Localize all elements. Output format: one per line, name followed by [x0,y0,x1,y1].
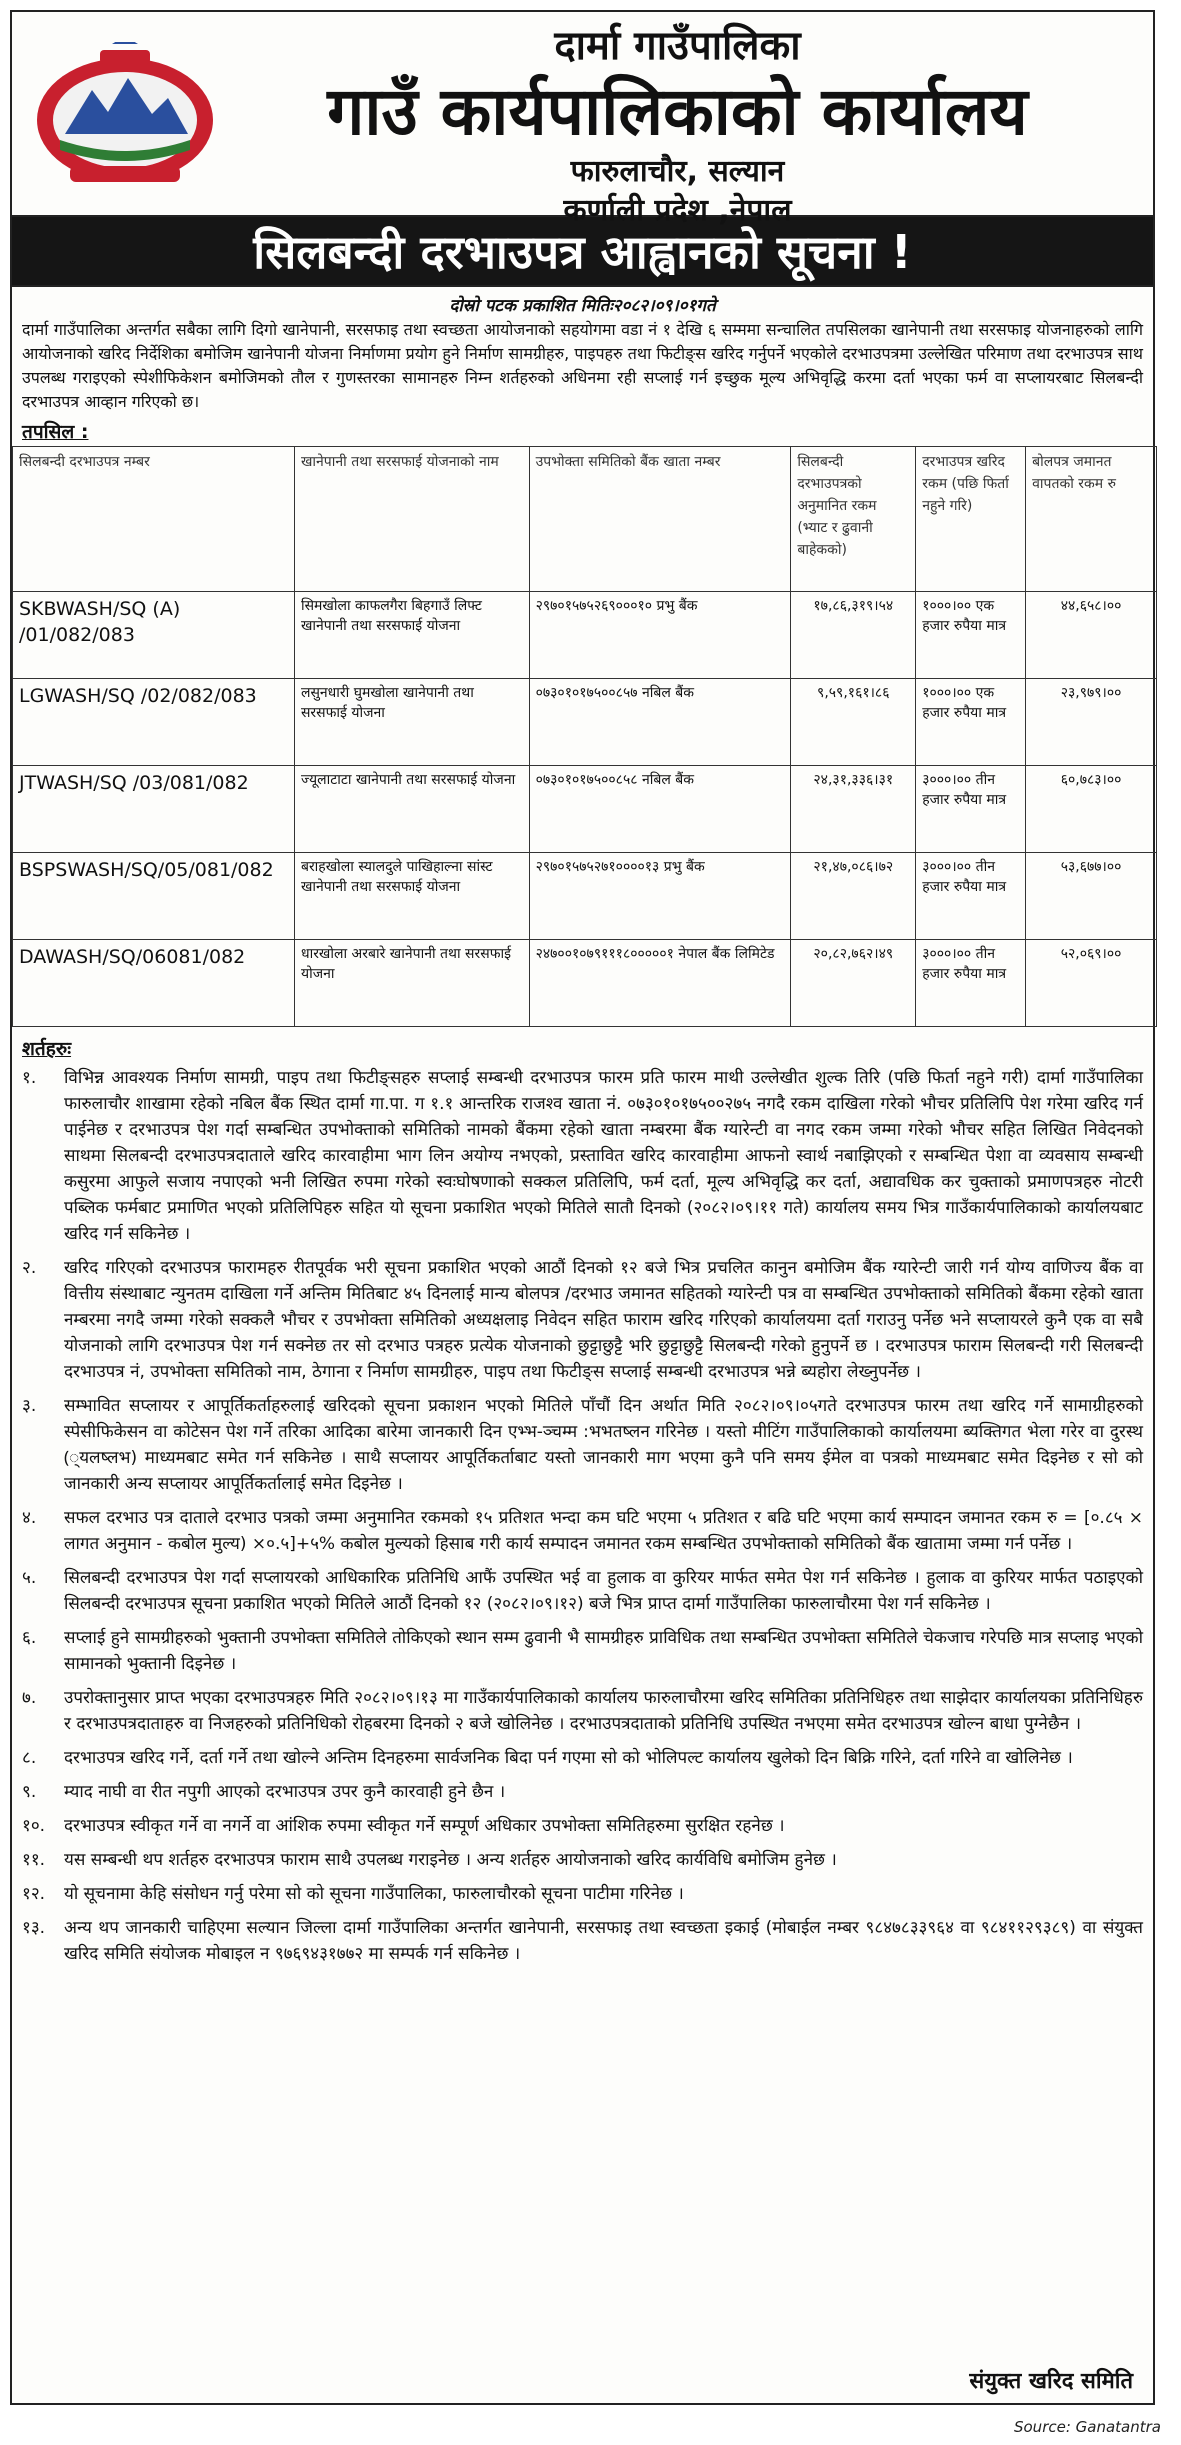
municipality-name: दार्मा गाउँपालिका [554,23,801,69]
condition-item [22,1065,1143,1247]
col-header-fee: दरभाउपत्र खरिद रकम (पछि फिर्ता नहुने गरि) [916,447,1026,592]
table-row [13,679,1157,766]
condition-number: १२. [22,1884,46,1904]
condition-text: दरभाउपत्र स्वीकृत गर्ने वा नगर्ने वा आंशिक रुपमा स्वीकृत गर्ने सम्पूर्ण अधिकार उपभोक्ता समितिहरुमा सुरक्षित रहनेछ । [64,1816,785,1836]
tender-ref: JTWASH/SQ /03/081/082 [13,766,295,853]
form-fee: ३०००।०० तीन हजार रुपैया मात्र [916,940,1026,1027]
estimate-amount: २४,३१,३३६।३१ [791,766,916,853]
form-fee: १०००।०० एक हजार रुपैया मात्र [916,679,1026,766]
form-fee: ३०००।०० तीन हजार रुपैया मात्र [916,853,1026,940]
condition-text: सिलबन्दी दरभाउपत्र पेश गर्दा सप्लायरको आधिकारिक प्रतिनिधि आफैं उपस्थित भई वा हुलाक वा कुरियर मार्फत समेत पेश गर्न सकिनेछ । हुलाक वा कुरियर मार्फत पठाइएको सिलबन्दी दरभाउपत्र सूचना प्रकाशित भएको मितिले आठौं दिनको १२ (२०८२।०९।१२) बजे भित्र प्राप्त दार्मा गाउँपालिका फारुलाचौरमा पेश गर्न सकिनेछ । [64,1568,1143,1614]
condition-number: ९. [22,1782,37,1802]
scheme-name: बराहखोला स्यालदुले पाखिहाल्ना सांस्ट खानेपानी तथा सरसफाई योजना [294,853,529,940]
condition-text: सफल दरभाउ पत्र दाताले दरभाउ पत्रको जम्मा अनुमानित रकमको १५ प्रतिशत भन्दा कम घटि भएमा ५ प्रतिशत र बढि घटि भएमा कार्य सम्पादन जमानत रकम रु = [०.८५ × लागत अनुमान - कबोल मुल्य) ×०.५]+५% कबोल मुल्यको हिसाब गरी कार्य सम्पादन जमानत रकम सम्बन्धित उपभोक्ताको समितिको बैंक खातामा जम्मा गर्न पर्नेछ । [64,1508,1143,1554]
bid-security: ४४,६५८।०० [1026,592,1157,679]
condition-item [22,1685,1143,1737]
condition-item [22,1255,1143,1385]
condition-text: सप्लाई हुने सामग्रीहरुको भुक्तानी उपभोक्ता समितिले तोकिएको स्थान सम्म ढुवानी भै सामग्रीहरु प्राविधिक तथा सम्बन्धित उपभोक्ता समितिले चेकजाच गरेपछि मात्र सप्लाइ भएको सामानको भुक्तानी दिइनेछ । [64,1628,1143,1674]
estimate-amount: २०,८२,७६२।४९ [791,940,916,1027]
condition-item [22,1393,1143,1497]
table-row [13,940,1157,1027]
condition-text: यस सम्बन्धी थप शर्तहरु दरभाउपत्र फाराम साथै उपलब्ध गराइनेछ । अन्य शर्तहरु आयोजनाको खरिद कार्यविधि बमोजिम हुनेछ । [64,1850,837,1870]
col-header-estimate: सिलबन्दी दरभाउपत्रको अनुमानित रकम (भ्याट र ढुवानी बाहेकको) [791,447,916,592]
condition-text: अन्य थप जानकारी चाहिएमा सल्यान जिल्ला दार्मा गाउँपालिका अन्तर्गत खानेपानी, सरसफाइ तथा स्वच्छता इकाई (मोबाईल नम्बर ९८४७८३३९६४ वा ९८४११२९३८९) वा संयुक्त खरिद समिति संयोजक मोबाइल न ९७६९४३१७७२ मा सम्पर्क गर्न सकिनेछ । [64,1918,1143,1964]
condition-text: म्याद नाघी वा रीत नपुगी आएको दरभाउपत्र उपर कुनै कारवाही हुने छैन । [64,1782,506,1802]
condition-number: ८. [22,1748,37,1768]
condition-number: ५. [22,1568,37,1588]
tender-ref: DAWASH/SQ/06081/082 [13,940,295,1027]
scheme-name: लसुनधारी घुमखोला खानेपानी तथा सरसफाई योजना [294,679,529,766]
condition-number: १३. [22,1918,46,1938]
tender-ref: SKBWASH/SQ (A) /01/082/083 [13,592,295,679]
condition-item [22,1565,1143,1617]
bank-account: ०७३०१०१७५००८५७ नबिल बैंक [529,679,791,766]
condition-number: ७. [22,1688,37,1708]
office-name: गाउँ कार्यपालिकाको कार्यालय [327,73,1028,150]
scheme-name: सिमखोला काफलगैरा बिहगाउँ लिफ्ट खानेपानी तथा सरसफाई योजना [294,592,529,679]
condition-number: २. [22,1258,37,1278]
bid-security: ५३,६७७।०० [1026,853,1157,940]
condition-number: ६. [22,1628,37,1648]
condition-text: उपरोक्तानुसार प्राप्त भएका दरभाउपत्रहरु मिति २०८२।०९।१३ मा गाउँकार्यपालिकाको कार्यालय फारुलाचौरमा खरिद समितिका प्रतिनिधिहरु तथा साझेदार कार्यालयका प्रतिनिधिहरु र दरभाउपत्रदाताहरु वा निजहरुको प्रतिनिधिको रोहबरमा दिनको २ बजे खोलिनेछ । दरभाउपत्रदाताको प्रतिनिधि उपस्थित नभएमा समेत दरभाउपत्र खोल्न बाधा पुग्नेछैन । [64,1688,1143,1734]
condition-number: ४. [22,1508,37,1528]
bid-security: ६०,७८३।०० [1026,766,1157,853]
bank-account: २४७००१०७९१११८०००००१ नेपाल बैंक लिमिटेड [529,940,791,1027]
bank-account: २९७०१५७५२७१००००१३ प्रभु बैंक [529,853,791,940]
details-heading: तपसिल : [22,421,89,443]
notice-header [12,12,1153,228]
province-line: कर्णाली प्रदेश ,नेपाल [563,193,792,228]
tender-ref: BSPSWASH/SQ/05/081/082 [13,853,295,940]
col-header-scheme: खानेपानी तथा सरसफाई योजनाको नाम [294,447,529,592]
signature-committee: संयुक्त खरिद समिति [969,2369,1133,2394]
conditions-heading: शर्तहरुः [22,1038,72,1060]
estimate-amount: १७,८६,३१९।५४ [791,592,916,679]
tender-ref: LGWASH/SQ /02/082/083 [13,679,295,766]
col-header-security: बोलपत्र जमानत वापतको रकम रु [1026,447,1157,592]
office-address: फारुलाचौर, सल्यान [570,154,785,189]
estimate-amount: ९,५९,१६१।८६ [791,679,916,766]
government-emblem-icon [30,42,220,192]
condition-item [22,1813,1143,1839]
publication-date: दोस्रो पटक प्रकाशित मितिः२०८२।०९।०१गते [449,296,716,316]
notice-title-banner: सिलबन्दी दरभाउपत्र आह्वानको सूचना ! [12,217,1153,287]
table-row [13,853,1157,940]
estimate-amount: २१,४७,०८६।७२ [791,853,916,940]
bid-security: ५२,०६९।०० [1026,940,1157,1027]
condition-item [22,1847,1143,1873]
bank-account: २९७०१५७५२६९०००१० प्रभु बैंक [529,592,791,679]
condition-text: खरिद गरिएको दरभाउपत्र फारामहरु रीतपूर्वक भरी सूचना प्रकाशित भएको आठौं दिनको १२ बजे भित्र प्रचलित कानुन बमोजिम बैंक ग्यारेन्टी जारी गर्न योग्य वाणिज्य बैंक वा वित्तीय संस्थाबाट न्युनतम दाखिला गर्ने अन्तिम मितिबाट ४५ दिनलाई मान्य बोलपत्र /दरभाउ जमानत सहितको ग्यारेन्टी पत्र वा सम्बन्धित उपभोक्ताको समितिको बैंकमा रहेको खाता नम्बरमा नगदै जम्मा गरेको सक्कलै भौचर र उपभोक्ता समितिको अध्यक्षलाइ निवेदन सहित फाराम खरिद गरिएको कार्यालयमा दर्ता गराउनु पर्नेछ भने सप्लायरले कुनै एक वा सबै योजनाको लागि दरभाउपत्र पेश गर्न सक्नेछ तर सो दरभाउ पत्रहरु प्रत्येक योजनाको छुट्टाछुट्टै भरि छुट्टाछुट्टै सिलबन्दी गरेको हुनुपर्ने छ । दरभाउपत्र फाराम सिलबन्दी गरी सिलबन्दी दरभाउपत्र नं, उपभोक्ता समितिको नाम, ठेगाना र निर्माण सामग्रीहरु, पाइप तथा फिटीङ्स सप्लाई सम्बन्धी दरभाउपत्र भन्ने ब्यहोरा लेख्नुपर्नेछ । [64,1258,1143,1382]
source-credit: Source: Ganatantra [1013,2418,1161,2436]
condition-text: दरभाउपत्र खरिद गर्ने, दर्ता गर्ने तथा खोल्ने अन्तिम दिनहरुमा सार्वजनिक बिदा पर्न गएमा सो को भोलिपल्ट कार्यालय खुलेको दिन बिक्रि गरिने, दर्ता गरिने वा खोलिनेछ । [64,1748,1073,1768]
condition-item [22,1881,1143,1907]
condition-number: १. [22,1068,37,1088]
condition-text: विभिन्न आवश्यक निर्माण सामग्री, पाइप तथा फिटीङ्सहरु सप्लाई सम्बन्धी दरभाउपत्र फारम प्रति फारम माथी उल्लेखीत शुल्क तिरि (पछि फिर्ता नहुने गरी) दार्मा गाउँपालिका फारुलाचौर शाखामा रहेको नबिल बैंक स्थित दार्मा गा.पा. ग १.१ आन्तरिक राजश्व खाता नं. ०७३०१०१७५००२७५ नगदै रकम दाखिला गरेको भौचर प्रतिलिपि पेश गरेमा खरिद गर्न पाईनेछ र दरभाउपत्र पेश गर्दा सम्बन्धित उपभोक्ताको समितिको नामको बैंकमा रहेको खाता नम्बरमा बैंक ग्यारेन्टी वा नगद रकम जम्मा गरेको भौचर सहित लिखित निवेदनको साथमा सिलबन्दी दरभाउपत्रदाताले खरिद कारवाहीमा भाग लिन अयोग्य नभएको, प्रस्तावित खरिद कारवाहीमा आफनो स्वार्थ नबाझिएको र सम्बन्धित पेशा वा व्यवसाय सम्बन्धी कसुरमा आफुले सजाय नपाएको भनी लिखित रुपमा गरेको स्वःघोषणाको सक्कल प्रतिलिपि, फर्म दर्ता, मूल्य अभिवृद्धि कर दर्ता, अद्यावधिक कर चुक्ताको प्रमाणपत्रहरु नोटरी पब्लिक फर्मबाट प्रमाणित भएको प्रतिलिपिहरु सहित यो सूचना प्रकाशित भएको मितिले सातौ दिनको (२०८२।०९।११ गते) कार्यालय समय भित्र गाउँकार्यपालिकाको कार्यालयबाट खरिद गर्न सकिनेछ । [64,1068,1143,1244]
tender-table [12,446,1157,1027]
form-fee: ३०००।०० तीन हजार रुपैया मात्र [916,766,1026,853]
condition-number: १०. [22,1816,46,1836]
condition-item [22,1745,1143,1771]
table-row [13,592,1157,679]
col-header-account: उपभोक्ता समितिको बैंक खाता नम्बर [529,447,791,592]
notice-page [10,10,1155,2405]
table-header-row [13,447,1157,592]
condition-text: यो सूचनामा केहि संसोधन गर्नु परेमा सो को सूचना गाउँपालिका, फारुलाचौरको सूचना पाटीमा गरिनेछ । [64,1884,684,1904]
condition-number: ११. [22,1850,46,1870]
bid-security: २३,९७९।०० [1026,679,1157,766]
col-header-ref: सिलबन्दी दरभाउपत्र नम्बर [13,447,295,592]
intro-paragraph: दार्मा गाउँपालिका अन्तर्गत सबैका लागि दिगो खानेपानी, सरसफाइ तथा स्वच्छता आयोजनाको सहयोगमा वडा नं १ देखि ६ सम्ममा सन्चालित तपसिलका खानेपानी तथा सरसफाइ योजनाहरुको लागि आयोजनाको खरिद निर्देशिका बमोजिम खानेपानी योजना निर्माणमा प्रयोग हुने निर्माण सामग्रीहरु, पाइपहरु तथा फिटीङ्स खरिद गर्नुपर्ने भएकोले दरभाउपत्रमा उल्लेखित परिमाण तथा दरभाउपत्र साथ उपलब्ध गराइएको स्पेशीफिकेशन बमोजिमको तौल र गुणस्तरका सामानहरु निम्न शर्तहरुको अधिनमा रही सप्लाई गर्न इच्छुक मूल्य अभिवृद्धि करमा दर्ता भएका फर्म वा सप्लायरबाट सिलबन्दी दरभाउपत्र आव्हान गरिएको छ। [22,320,1143,411]
condition-number: ३. [22,1396,37,1416]
condition-item [22,1625,1143,1677]
scheme-name: धारखोला अरबारे खानेपानी तथा सरसफाई योजना [294,940,529,1027]
form-fee: १०००।०० एक हजार रुपैया मात्र [916,592,1026,679]
condition-item [22,1779,1143,1805]
condition-text: सम्भावित सप्लायर र आपूर्तिकर्ताहरुलाई खरिदको सूचना प्रकाशन भएको मितिले पाँचौं दिन अर्थात मिति २०८२।०९।०५गते दरभाउपत्र फारम तथा खरिद गर्ने सामाग्रीहरुको स्पेसीफिकेसन वा कोटेसन पेश गर्ने तरिका आदिका बारेमा जानकारी दिन एभ्भ-ञ्चम्म :भभतष्लन गरिनेछ । यस्तो मीटिंग गाउँपालिकाको कार्यालयमा ब्यक्तिगत भेला गरेर वा दुरस्थ (्यलष्लभ) माध्यमबाट समेत गर्न सकिनेछ । साथै सप्लायर आपूर्तिकर्ताबाट यस्तो जानकारी माग भएमा कुनै पनि समय ईमेल वा पत्रको माध्यमबाट समेत दिइनेछ र सो को जानकारी अन्य सप्लायर आपूर्तिकर्तालाई समेत दिइनेछ । [64,1396,1143,1494]
condition-item [22,1915,1143,1967]
conditions-list [12,1065,1153,1967]
bank-account: ०७३०१०१७५००८५८ नबिल बैंक [529,766,791,853]
condition-item [22,1505,1143,1557]
scheme-name: ज्यूलाटाटा खानेपानी तथा सरसफाई योजना [294,766,529,853]
table-row [13,766,1157,853]
